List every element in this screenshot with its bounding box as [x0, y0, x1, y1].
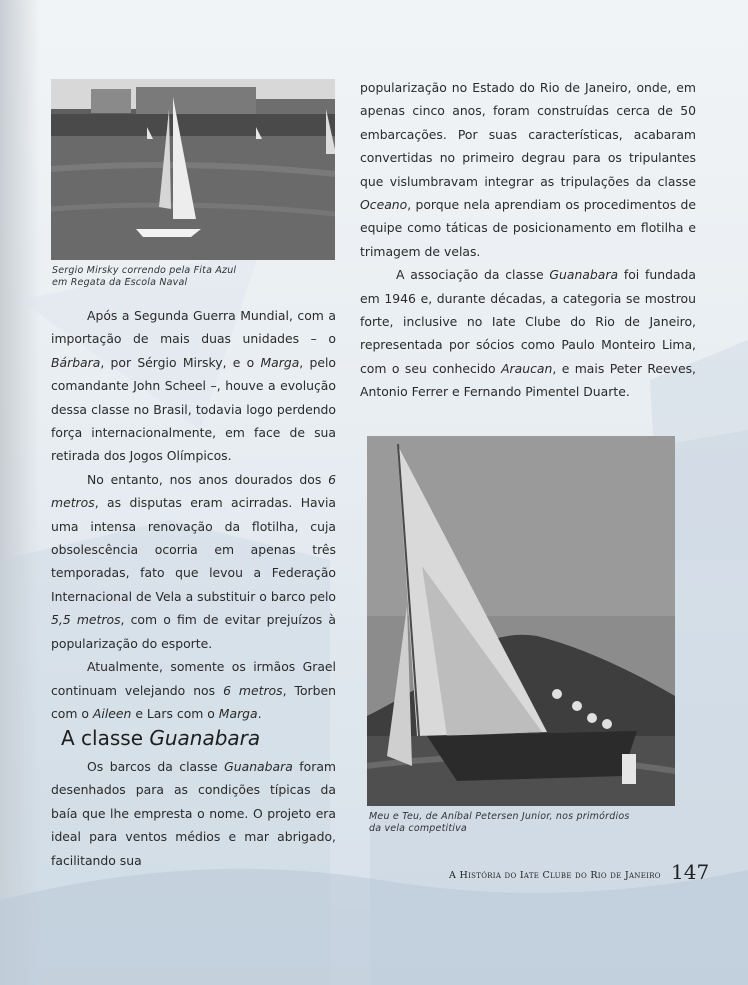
emphasis: Guanabara [549, 267, 619, 283]
text-run: , Torben com o [51, 682, 336, 721]
text-run: , porque nela aprendiam os procedimentos de equipe como táticas de posicionamento em flotilha e trimagem de velas. [360, 197, 696, 259]
caption-line: Meu e Teu, de Aníbal Petersen Junior, nos primórdios [369, 811, 630, 822]
left-column-text [51, 304, 336, 725]
text-run: , pelo comandante John Scheel –, houve a evolução dessa classe no Brasil, todavia logo perdendo força internacionalmente, em face de sua retirada dos Jogos Olímpicos. [51, 354, 336, 464]
paragraph [360, 76, 696, 263]
section-heading [61, 726, 260, 750]
text-run: Atualmente, somente os irmãos Grael continuam velejando nos [51, 659, 336, 698]
running-footer-book-title: A História do Iate Clube do Rio de Janeiro [449, 870, 661, 881]
emphasis: Guanabara [224, 759, 293, 774]
photo-sergio-mirsky-regatta [51, 79, 335, 260]
paragraph [51, 304, 336, 468]
text-run: foi fundada em 1946 e, durante décadas, a categoria se mostrou forte, inclusive no Iate Clube do Rio de Janeiro, representada por sócios como Paulo Monteiro Lima, com o seu conhecido [360, 267, 696, 376]
right-column-text [360, 76, 696, 404]
text-run: , com o fim de evitar prejuízos à popularização do esporte. [51, 612, 336, 651]
text-run: A associação da classe [396, 267, 550, 283]
paragraph [51, 755, 336, 872]
text-run: Os barcos da classe [87, 759, 225, 774]
text-run: , as disputas eram acirradas. Havia uma intensa renovação da flotilha, cuja obsolescência ocorria em apenas três temporadas, fato que levou a Federação Internacional de Vela a substituir o barco pelo [51, 495, 336, 604]
caption-right-photo [369, 811, 689, 835]
page-number: 147 [671, 860, 710, 884]
emphasis: Marga [218, 705, 258, 721]
emphasis: Oceano [360, 197, 408, 213]
paragraph [51, 468, 336, 655]
text-run: , e mais Peter Reeves, Antonio Ferrer e Fernando Pimentel Duarte. [360, 360, 696, 400]
text-run: Após a Segunda Guerra Mundial, com a importação de mais duas unidades – o [51, 308, 336, 347]
paragraph [360, 263, 696, 403]
emphasis: 6 metros [51, 471, 336, 511]
text-run: No entanto, nos anos dourados dos [87, 471, 329, 487]
caption-line: Sergio Mirsky correndo pela Fita Azul [52, 265, 237, 276]
sailboat-mountain-image [367, 436, 675, 806]
emphasis: Marga [260, 354, 300, 370]
caption-line: em Regata da Escola Naval [52, 277, 188, 288]
emphasis: 6 metros [223, 682, 283, 698]
caption-top-left-photo [52, 265, 342, 289]
photo-meu-e-teu-sailboat [367, 436, 675, 806]
text-run: foram desenhados para as condições típicas da baía que lhe empresta o nome. O projeto era ideal para ventos médios e mar abrigado, facilitando sua [51, 759, 336, 868]
heading-text: A classe [61, 726, 150, 750]
emphasis: Araucan [501, 360, 553, 376]
caption-line: da vela competitiva [369, 823, 467, 834]
text-run: popularização no Estado do Rio de Janeiro, onde, em apenas cinco anos, foram construídas cerca de 50 embarcações. Por suas características, acabaram convertidas no primeiro degrau para os tripulantes que vislumbravam integrar as tripulações da classe [360, 80, 696, 189]
emphasis: Bárbara [51, 354, 101, 370]
left-column-text-bottom [51, 755, 336, 872]
emphasis: 5,5 metros [51, 612, 121, 628]
paragraph [51, 655, 336, 725]
text-run: . [257, 705, 262, 721]
text-run: e Lars com o [131, 705, 219, 721]
text-run: , por Sérgio Mirsky, e o [100, 354, 261, 370]
sailboat-harbor-image [51, 79, 335, 260]
emphasis: Aileen [92, 705, 132, 721]
heading-emphasis: Guanabara [149, 726, 261, 750]
